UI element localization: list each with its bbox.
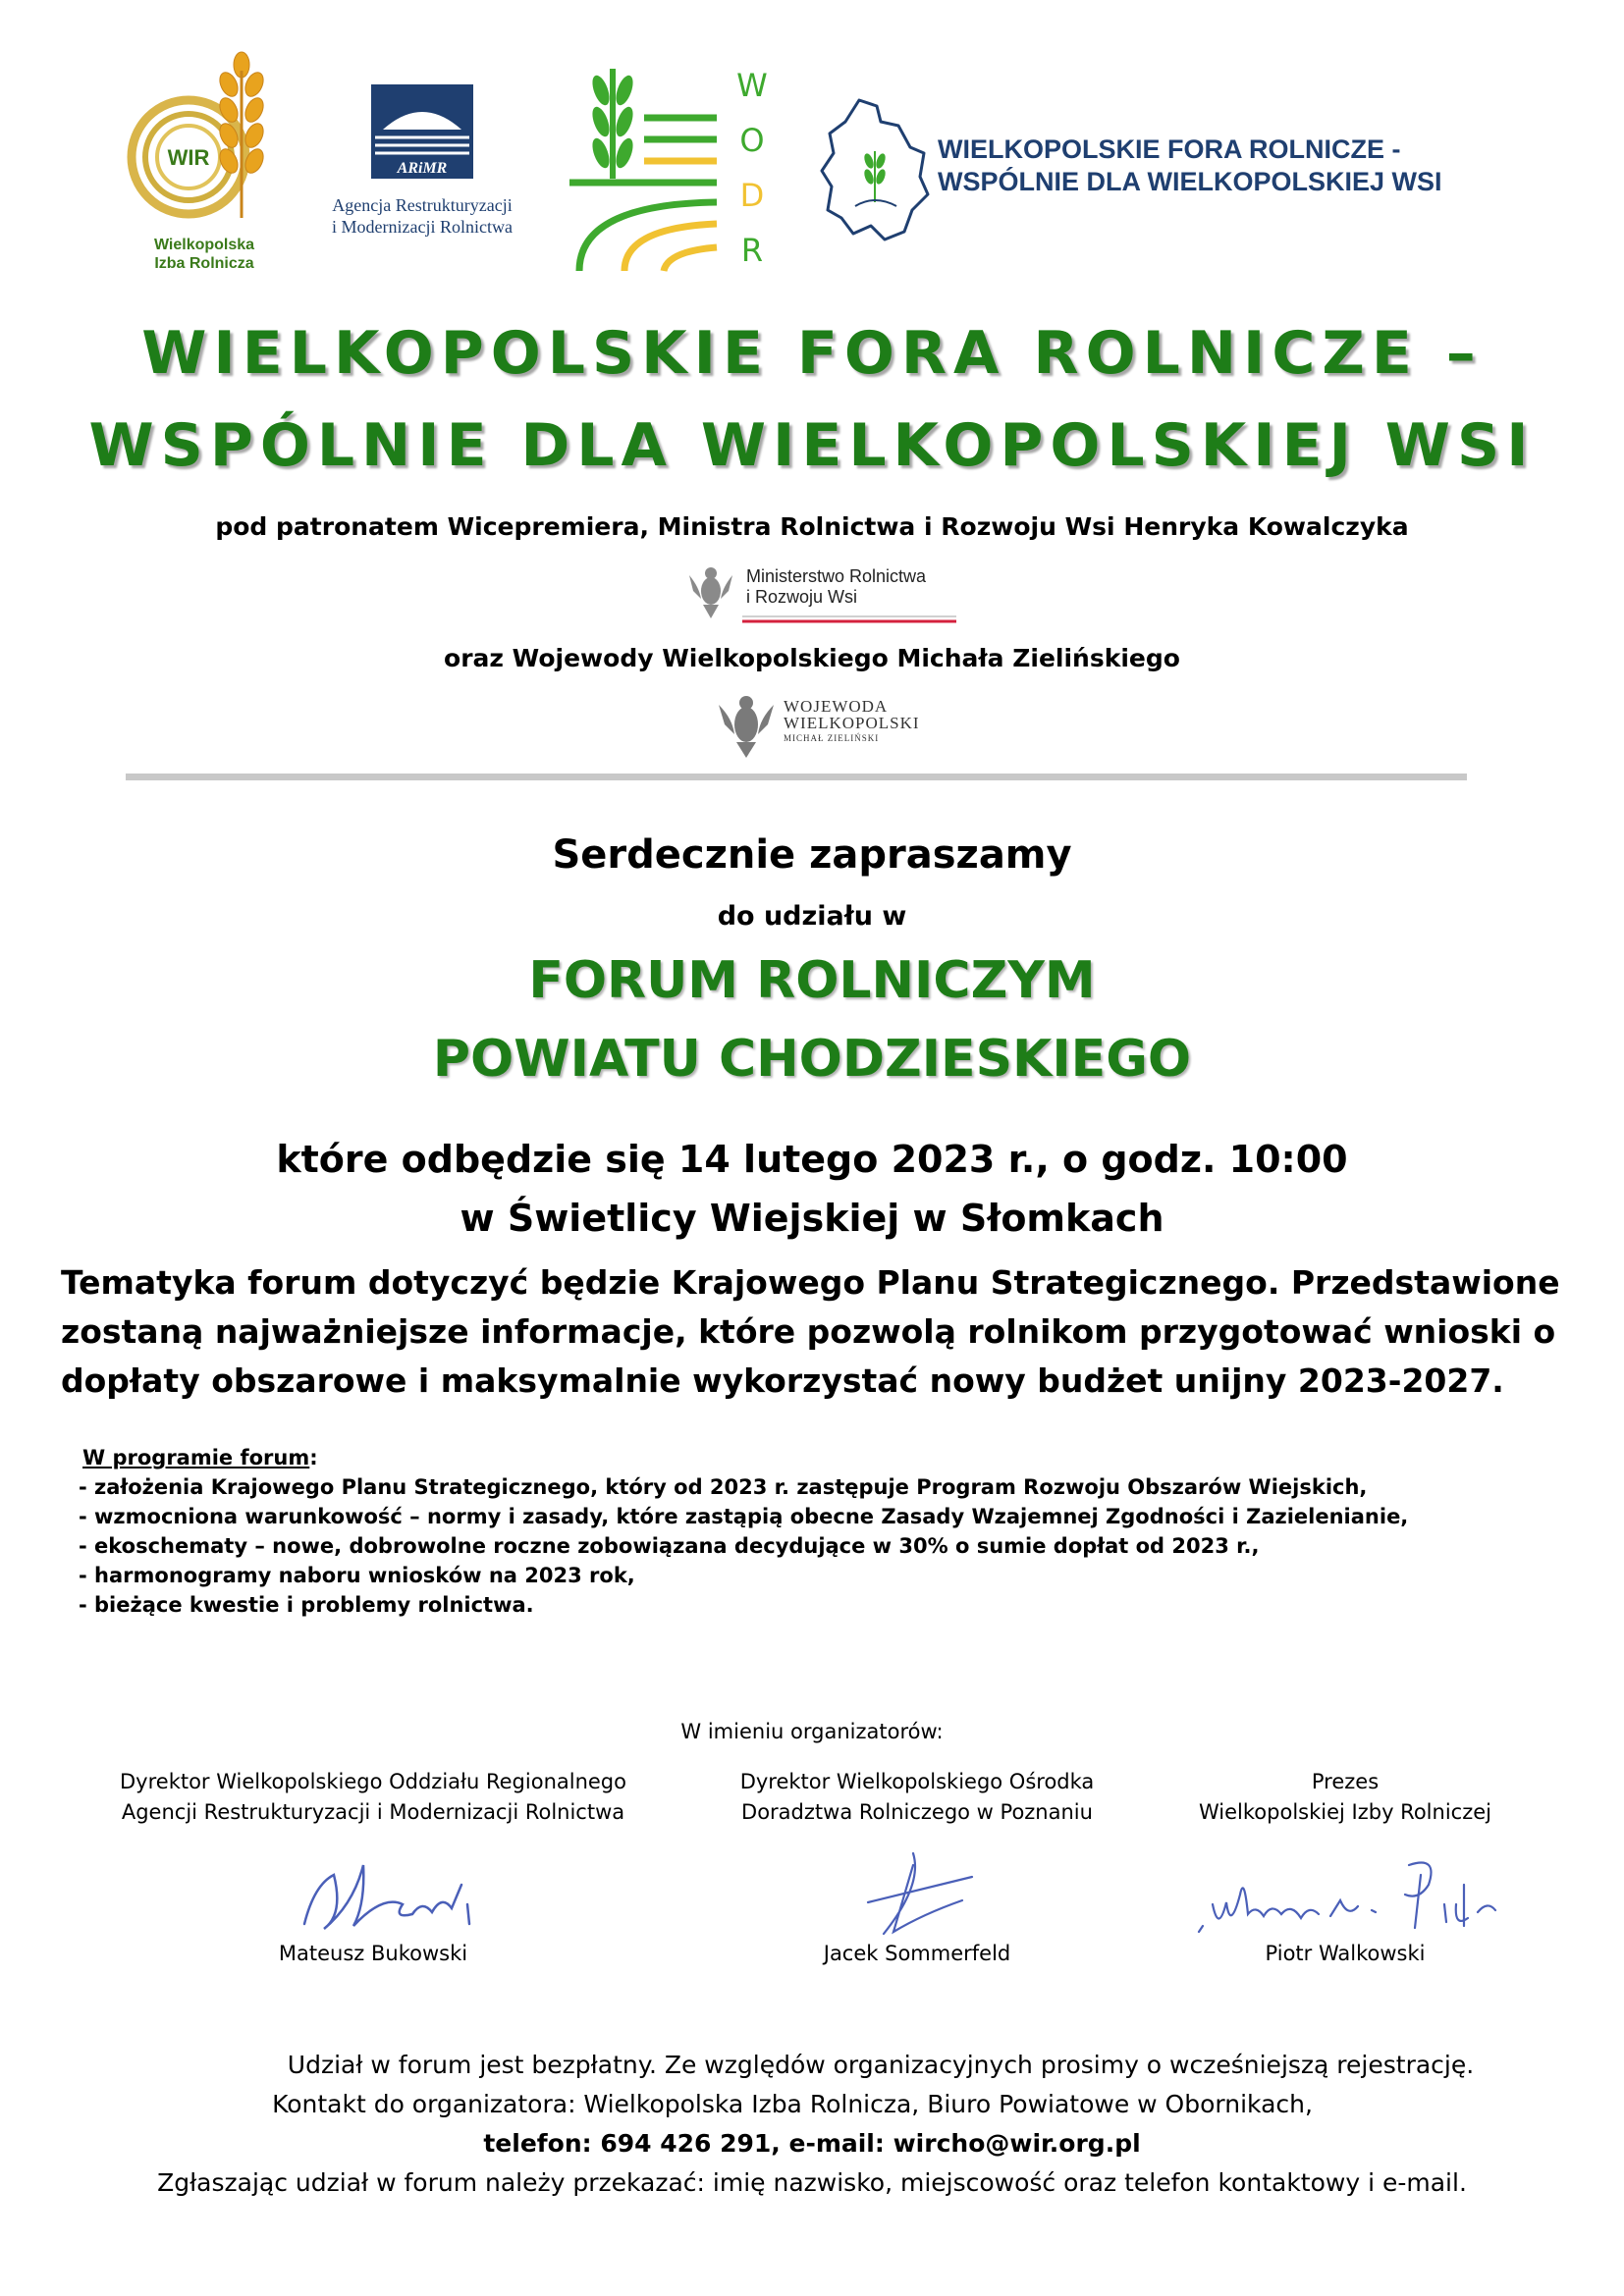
topic-line3: dopłaty obszarowe i maksymalnie wykorzystać nowy budżet unijny 2023-2027. — [61, 1362, 1504, 1400]
program-section — [79, 1443, 1581, 1620]
signature-sommerfeld — [854, 1845, 982, 1944]
wodr-letter-o: O — [739, 122, 765, 159]
footer-free-participation: Udział w forum jest bezpłatny. Ze względów organizacyjnych prosimy o wcześniejszą rejestrację. — [287, 2051, 1475, 2079]
wojewoda-caption-line1: WOJEWODA — [784, 697, 889, 716]
arimr-caption-line2: i Modernizacji Rolnictwa — [332, 217, 513, 237]
signatory-wir — [1070, 1767, 1620, 1828]
list-item: - założenia Krajowego Planu Strategicznego, który od 2023 r. zastępuje Program Rozwoju Obszarów Wiejskich, — [79, 1475, 1368, 1499]
wodr-logo — [569, 61, 778, 275]
wojewoda-caption-line2: WIELKOPOLSKI — [784, 714, 920, 732]
wir-caption-line2: Izba Rolnicza — [154, 255, 254, 272]
topic-line2: zostaną najważniejsze informacje, które pozwolą rolnikom przygotować wnioski o — [61, 1312, 1556, 1351]
signatory-role-line1: Dyrektor Wielkopolskiego Oddziału Regionalnego — [120, 1770, 626, 1793]
signatory-arimr — [98, 1767, 648, 1828]
wir-logo-caption — [126, 236, 283, 273]
arimr-caption-line1: Agencja Restrukturyzacji — [332, 195, 513, 215]
signatory-role-line2: Agencji Restrukturyzacji i Modernizacji Rolnictwa — [121, 1800, 625, 1824]
patronage-voivode: oraz Wojewody Wielkopolskiego Michała Zielińskiego — [444, 644, 1180, 672]
wodr-letter-w: W — [736, 67, 768, 104]
main-title-line2: WSPÓLNIE DLA WIELKOPOLSKIEJ WSI — [88, 411, 1536, 480]
signatory-role-line1: Dyrektor Wielkopolskiego Ośrodka — [739, 1770, 1095, 1793]
footer-phone-email: telefon: 694 426 291, e-mail: wircho@wir.org.pl — [483, 2129, 1141, 2158]
wojewoda-logo-caption — [784, 698, 920, 731]
signatory-role-line1: Prezes — [1311, 1770, 1380, 1793]
topic-line1: Tematyka forum dotyczyć będzie Krajowego Planu Strategicznego. Przedstawione — [61, 1263, 1560, 1302]
wir-caption-line1: Wielkopolska — [153, 237, 255, 253]
program-title-text: W programie forum — [82, 1446, 310, 1469]
patronage-minister: pod patronatem Wicepremiera, Ministra Rolnictwa i Rozwoju Wsi Henryka Kowalczyka — [215, 512, 1409, 541]
forum-title-line2: POWIATU CHODZIESKIEGO — [432, 1030, 1192, 1089]
list-item: - harmonogramy naboru wniosków na 2023 rok, — [79, 1564, 635, 1587]
arimr-logo-caption — [309, 194, 535, 238]
ministry-logo-caption — [746, 566, 926, 608]
invitation-heading: Serdecznie zapraszamy — [552, 832, 1072, 878]
signatory-name-walkowski: Piotr Walkowski — [1265, 1942, 1426, 1965]
event-location: w Świetlicy Wiejskiej w Słomkach — [460, 1197, 1164, 1240]
program-title-colon: : — [309, 1446, 318, 1469]
list-item: - wzmocniona warunkowość – normy i zasady, które zastąpią obecne Zasady Wzajemnej Zgodności i Zazielenianie, — [79, 1505, 1409, 1528]
main-title-line1: WIELKOPOLSKIE FORA ROLNICZE – — [141, 319, 1483, 388]
list-item: - ekoschematy – nowe, dobrowolne roczne zobowiązana decydujące w 30% o sumie dopłat od 2023 r., — [79, 1534, 1260, 1558]
ministry-caption-line1: Ministerstwo Rolnictwa — [746, 566, 927, 586]
arimr-badge-text: ARiMR — [397, 160, 448, 177]
topic-paragraph — [61, 1258, 1563, 1406]
signature-walkowski — [1193, 1845, 1507, 1944]
organizers-intro: W imieniu organizatorów: — [680, 1720, 944, 1743]
footer-contact: Kontakt do organizatora: Wielkopolska Izba Rolnicza, Biuro Powiatowe w Obornikach, — [272, 2090, 1313, 2118]
list-item: - bieżące kwestie i problemy rolnictwa. — [79, 1593, 534, 1617]
signatory-name-sommerfeld: Jacek Sommerfeld — [823, 1942, 1011, 1965]
signatory-role-line2: Wielkopolskiej Izby Rolniczej — [1199, 1800, 1491, 1824]
wojewoda-caption-sub: MICHAŁ ZIELIŃSKI — [784, 733, 880, 743]
signatory-name-bukowski: Mateusz Bukowski — [278, 1942, 468, 1965]
forum-title-line1: FORUM ROLNICZYM — [528, 951, 1096, 1010]
forum-logo-text — [938, 133, 1527, 198]
wielkopolska-map-icon — [820, 96, 930, 245]
ministry-caption-line2: i Rozwoju Wsi — [746, 587, 858, 607]
forum-logo-line2: WSPÓLNIE DLA WIELKOPOLSKIEJ WSI — [938, 167, 1442, 196]
signatory-role-line2: Doradztwa Rolniczego w Poznaniu — [741, 1800, 1093, 1824]
signature-bukowski — [295, 1845, 491, 1944]
footer-registration-info: Zgłaszając udział w forum należy przekazać: imię nazwisko, miejscowość oraz telefon kontaktowy i e-mail. — [157, 2168, 1467, 2197]
program-title — [79, 1443, 1581, 1472]
forum-logo-line1: WIELKOPOLSKIE FORA ROLNICZE - — [938, 134, 1401, 164]
wodr-letter-d: D — [739, 177, 765, 214]
section-divider — [126, 774, 1467, 780]
event-date: które odbędzie się 14 lutego 2023 r., o godz. 10:00 — [276, 1138, 1348, 1181]
wodr-letter-r: R — [740, 232, 764, 269]
wir-badge-text: WIR — [167, 145, 210, 170]
invitation-subheading: do udziału w — [717, 901, 907, 932]
